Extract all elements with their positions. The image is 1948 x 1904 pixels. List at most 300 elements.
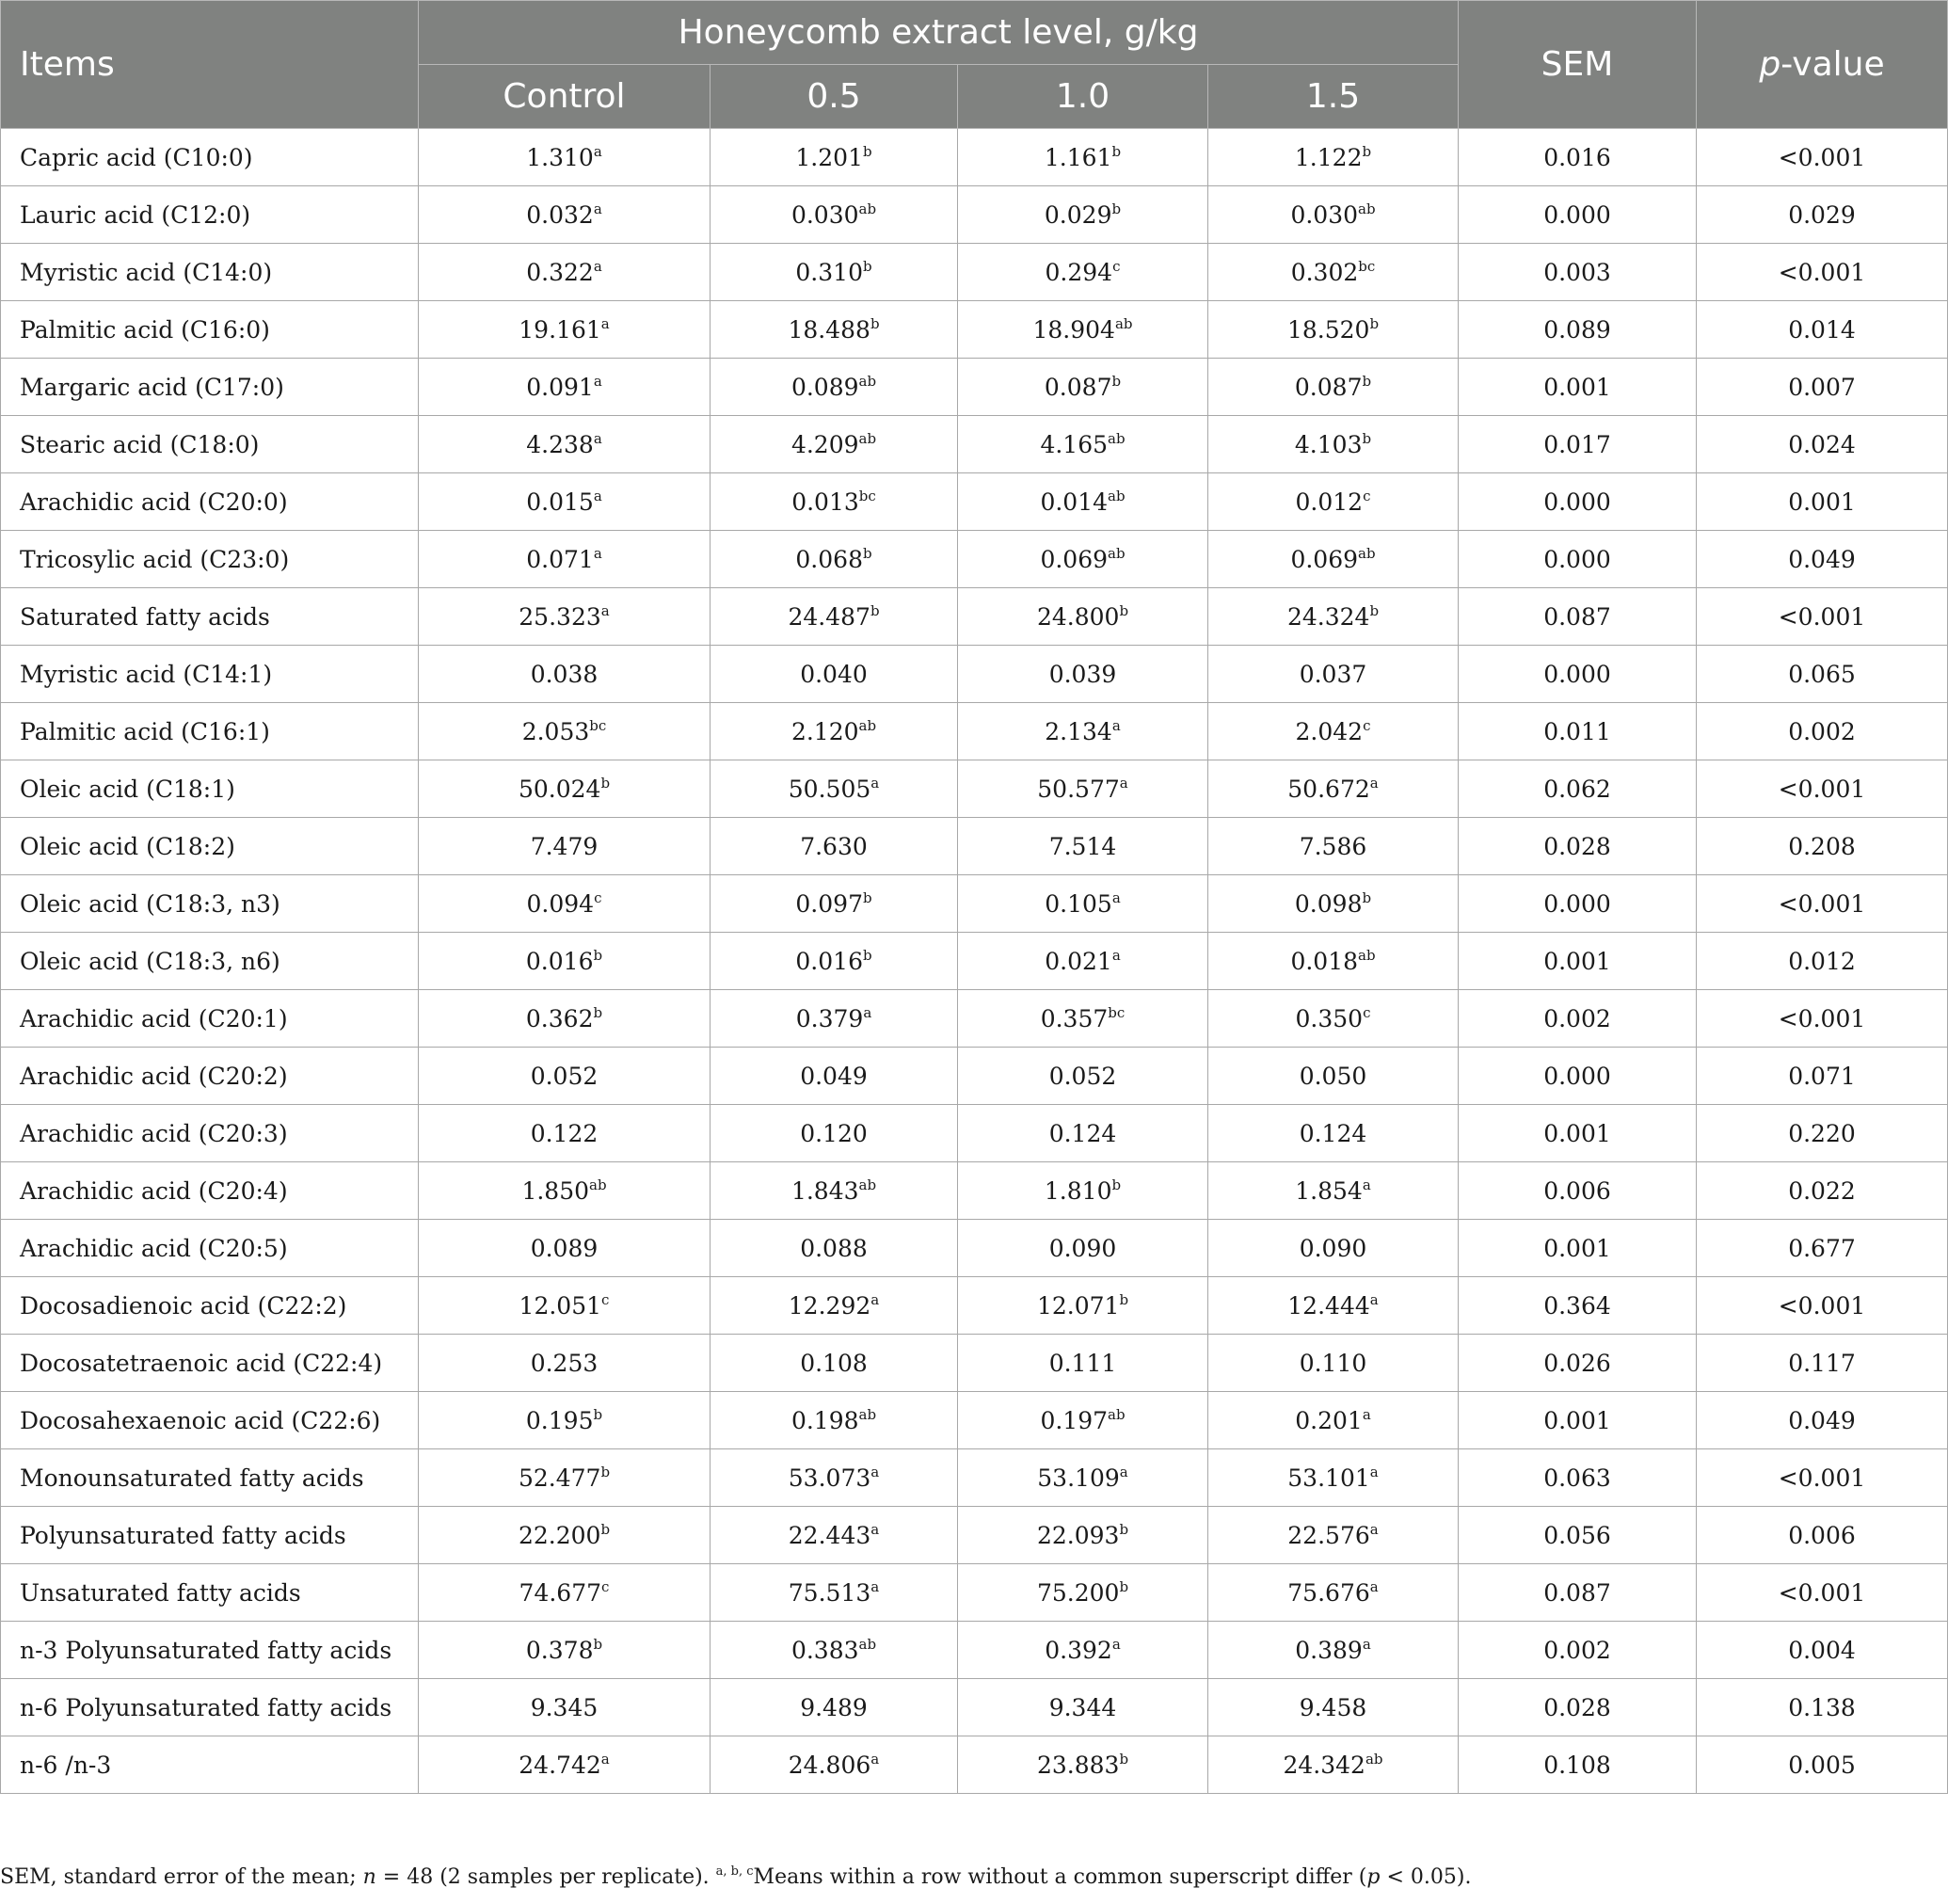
value-superscript: b xyxy=(1119,1520,1129,1538)
value-text: 0.032 xyxy=(526,200,594,229)
sem-cell: 0.000 xyxy=(1459,473,1697,531)
value-superscript: ab xyxy=(589,1176,607,1193)
value-cell xyxy=(711,531,958,588)
value-cell xyxy=(419,129,711,186)
value-text: 0.310 xyxy=(795,258,863,286)
value-superscript: b xyxy=(870,601,880,619)
value-cell xyxy=(419,646,711,703)
value-cell xyxy=(1208,301,1459,359)
value-text: 0.302 xyxy=(1290,258,1359,286)
p-value-cell: <0.001 xyxy=(1697,588,1948,646)
value-text: 0.091 xyxy=(526,373,594,401)
value-text: 0.108 xyxy=(800,1349,868,1377)
row-label: Oleic acid (C18:3, n3) xyxy=(1,875,419,933)
value-cell xyxy=(958,760,1208,818)
value-text: 0.052 xyxy=(530,1062,599,1090)
value-superscript: a xyxy=(593,257,602,275)
row-label: Margaric acid (C17:0) xyxy=(1,359,419,416)
p-value-cell: 0.012 xyxy=(1697,933,1948,990)
value-superscript: a xyxy=(1369,1290,1379,1308)
footnote-text-1: SEM, standard error of the mean; xyxy=(0,1865,363,1889)
value-cell xyxy=(711,646,958,703)
value-cell xyxy=(711,760,958,818)
value-text: 0.089 xyxy=(530,1234,599,1262)
value-superscript: ab xyxy=(1358,200,1376,217)
row-label: Arachidic acid (C20:5) xyxy=(1,1220,419,1277)
value-cell xyxy=(419,1335,711,1392)
value-cell xyxy=(958,1220,1208,1277)
value-superscript: ab xyxy=(1114,314,1133,332)
value-superscript: b xyxy=(593,1635,603,1653)
sem-cell: 0.001 xyxy=(1459,1105,1697,1162)
value-cell xyxy=(711,933,958,990)
row-label: Arachidic acid (C20:2) xyxy=(1,1048,419,1105)
value-text: 12.051 xyxy=(519,1291,602,1320)
value-superscript: b xyxy=(1119,601,1129,619)
table-row xyxy=(1,1679,1948,1736)
p-value-cell: 0.004 xyxy=(1697,1622,1948,1679)
value-superscript: b xyxy=(593,1003,603,1021)
value-superscript: a xyxy=(1119,1463,1128,1480)
p-value-cell: 0.014 xyxy=(1697,301,1948,359)
row-label: Saturated fatty acids xyxy=(1,588,419,646)
value-superscript: a xyxy=(1119,774,1128,792)
value-text: 0.029 xyxy=(1044,200,1112,229)
value-superscript: a xyxy=(870,774,880,792)
sem-cell: 0.001 xyxy=(1459,1392,1697,1449)
value-cell xyxy=(1208,416,1459,473)
value-superscript: ab xyxy=(1108,429,1126,447)
value-cell xyxy=(711,1679,958,1736)
value-cell xyxy=(419,531,711,588)
header-sem: SEM xyxy=(1459,1,1697,129)
p-value-cell: <0.001 xyxy=(1697,1564,1948,1622)
row-label: Docosahexaenoic acid (C22:6) xyxy=(1,1392,419,1449)
value-text: 0.124 xyxy=(1299,1119,1367,1147)
value-cell xyxy=(958,129,1208,186)
footnote-superscripts: a, b, c xyxy=(715,1864,754,1879)
value-text: 12.071 xyxy=(1036,1291,1120,1320)
value-cell xyxy=(711,875,958,933)
value-superscript: a xyxy=(1369,1520,1379,1538)
value-text: 0.198 xyxy=(790,1406,859,1434)
footnote-p: p xyxy=(1366,1865,1381,1889)
footnote-n: n xyxy=(362,1865,376,1889)
value-superscript: ab xyxy=(1108,1405,1126,1423)
value-cell xyxy=(419,588,711,646)
value-cell xyxy=(1208,1335,1459,1392)
value-text: 0.013 xyxy=(791,488,859,516)
value-cell xyxy=(1208,1220,1459,1277)
value-superscript: b xyxy=(1111,200,1122,217)
value-superscript: a xyxy=(870,1520,880,1538)
header-p-value xyxy=(1697,1,1948,129)
value-text: 0.014 xyxy=(1040,488,1109,516)
table-row xyxy=(1,301,1948,359)
row-label: Tricosylic acid (C23:0) xyxy=(1,531,419,588)
header-level-0-5: 0.5 xyxy=(711,65,958,129)
row-label: Arachidic acid (C20:0) xyxy=(1,473,419,531)
value-cell xyxy=(419,1392,711,1449)
value-cell xyxy=(419,875,711,933)
value-superscript: a xyxy=(593,372,602,390)
value-text: 0.030 xyxy=(790,200,859,229)
p-value-cell: <0.001 xyxy=(1697,875,1948,933)
value-superscript: a xyxy=(600,1750,610,1768)
value-cell xyxy=(1208,588,1459,646)
value-text: 50.577 xyxy=(1037,775,1120,803)
value-superscript: a xyxy=(600,601,610,619)
row-label: Oleic acid (C18:2) xyxy=(1,818,419,875)
value-cell xyxy=(1208,186,1459,244)
value-cell xyxy=(711,1564,958,1622)
value-superscript: a xyxy=(1362,1635,1371,1653)
table-row xyxy=(1,531,1948,588)
value-text: 0.110 xyxy=(1299,1349,1367,1377)
value-text: 0.122 xyxy=(530,1119,599,1147)
value-cell xyxy=(1208,473,1459,531)
value-text: 0.111 xyxy=(1048,1349,1117,1377)
p-value-cell: 0.002 xyxy=(1697,703,1948,760)
row-label: Lauric acid (C12:0) xyxy=(1,186,419,244)
value-superscript: c xyxy=(1363,716,1371,734)
value-text: 52.477 xyxy=(518,1464,601,1492)
sem-cell: 0.028 xyxy=(1459,818,1697,875)
value-cell xyxy=(1208,818,1459,875)
value-cell xyxy=(419,1507,711,1564)
p-value-cell: <0.001 xyxy=(1697,1449,1948,1507)
row-label: Oleic acid (C18:1) xyxy=(1,760,419,818)
value-cell xyxy=(419,301,711,359)
value-text: 0.052 xyxy=(1048,1062,1117,1090)
value-superscript: bc xyxy=(589,716,607,734)
value-text: 4.103 xyxy=(1294,430,1363,458)
value-cell xyxy=(1208,1392,1459,1449)
row-label: n-6 Polyunsaturated fatty acids xyxy=(1,1679,419,1736)
value-superscript: a xyxy=(1111,716,1121,734)
value-superscript: a xyxy=(870,1463,880,1480)
sem-cell: 0.000 xyxy=(1459,646,1697,703)
value-cell xyxy=(1208,1048,1459,1105)
table-row xyxy=(1,1105,1948,1162)
value-text: 24.806 xyxy=(788,1751,871,1779)
value-text: 75.676 xyxy=(1287,1578,1370,1607)
value-cell xyxy=(711,186,958,244)
value-cell xyxy=(711,818,958,875)
value-text: 0.090 xyxy=(1299,1234,1367,1262)
value-superscript: a xyxy=(600,314,610,332)
value-cell xyxy=(419,359,711,416)
row-label: Docosatetraenoic acid (C22:4) xyxy=(1,1335,419,1392)
value-superscript: bc xyxy=(858,487,876,504)
value-text: 0.039 xyxy=(1048,660,1117,688)
value-text: 0.098 xyxy=(1294,889,1363,918)
value-superscript: b xyxy=(1362,142,1372,160)
value-cell xyxy=(958,1392,1208,1449)
value-text: 0.087 xyxy=(1044,373,1112,401)
value-cell xyxy=(711,703,958,760)
value-superscript: b xyxy=(1111,1176,1122,1193)
sem-cell: 0.000 xyxy=(1459,1048,1697,1105)
value-superscript: b xyxy=(1369,601,1380,619)
value-text: 1.161 xyxy=(1044,143,1112,171)
sem-cell: 0.089 xyxy=(1459,301,1697,359)
row-label: Capric acid (C10:0) xyxy=(1,129,419,186)
value-text: 2.134 xyxy=(1045,717,1112,745)
value-superscript: c xyxy=(601,1290,610,1308)
value-cell xyxy=(958,1105,1208,1162)
value-cell xyxy=(1208,703,1459,760)
table-row xyxy=(1,416,1948,473)
value-cell xyxy=(419,1220,711,1277)
value-text: 12.292 xyxy=(788,1291,871,1320)
value-cell xyxy=(711,244,958,301)
table-body xyxy=(1,129,1948,1794)
value-superscript: b xyxy=(1111,142,1122,160)
row-label: Myristic acid (C14:1) xyxy=(1,646,419,703)
value-superscript: a xyxy=(863,1003,872,1021)
value-superscript: a xyxy=(593,429,602,447)
value-superscript: ab xyxy=(858,716,877,734)
table-row xyxy=(1,1277,1948,1335)
value-cell xyxy=(958,588,1208,646)
value-text: 53.101 xyxy=(1287,1464,1370,1492)
value-superscript: b xyxy=(600,1520,611,1538)
value-text: 50.024 xyxy=(518,775,601,803)
value-text: 74.677 xyxy=(519,1578,602,1607)
value-text: 1.201 xyxy=(795,143,863,171)
value-text: 1.843 xyxy=(790,1176,859,1205)
value-superscript: ab xyxy=(858,429,877,447)
value-cell xyxy=(419,1679,711,1736)
table-row xyxy=(1,1564,1948,1622)
value-superscript: a xyxy=(1369,1577,1379,1595)
value-superscript: ab xyxy=(1108,487,1126,504)
value-text: 2.120 xyxy=(790,717,859,745)
value-superscript: b xyxy=(593,946,603,964)
value-superscript: bc xyxy=(1108,1003,1126,1021)
p-value-cell: 0.220 xyxy=(1697,1105,1948,1162)
value-superscript: a xyxy=(870,1577,880,1595)
footnote-text-3: Means within a row without a common superscript differ ( xyxy=(753,1865,1367,1889)
value-text: 0.195 xyxy=(525,1406,594,1434)
value-cell xyxy=(419,818,711,875)
value-cell xyxy=(958,1622,1208,1679)
value-text: 1.854 xyxy=(1295,1176,1363,1205)
value-text: 19.161 xyxy=(519,315,601,344)
p-value-cell: <0.001 xyxy=(1697,760,1948,818)
row-label: Palmitic acid (C16:1) xyxy=(1,703,419,760)
p-value-cell: 0.208 xyxy=(1697,818,1948,875)
value-cell xyxy=(958,1449,1208,1507)
p-value-cell: 0.677 xyxy=(1697,1220,1948,1277)
value-cell xyxy=(958,244,1208,301)
p-value-cell: 0.049 xyxy=(1697,1392,1948,1449)
value-cell xyxy=(1208,531,1459,588)
value-text: 0.018 xyxy=(1290,947,1359,975)
value-superscript: b xyxy=(600,774,611,792)
value-cell xyxy=(958,1048,1208,1105)
value-superscript: b xyxy=(862,946,872,964)
value-cell xyxy=(1208,1277,1459,1335)
value-text: 0.021 xyxy=(1045,947,1112,975)
value-cell xyxy=(958,875,1208,933)
value-cell xyxy=(1208,1162,1459,1220)
value-cell xyxy=(711,1277,958,1335)
value-cell xyxy=(958,301,1208,359)
sem-cell: 0.017 xyxy=(1459,416,1697,473)
row-label: Palmitic acid (C16:0) xyxy=(1,301,419,359)
row-label: n-6 /n-3 xyxy=(1,1736,419,1794)
value-cell xyxy=(958,646,1208,703)
value-text: 18.488 xyxy=(788,315,870,344)
value-text: 0.038 xyxy=(530,660,599,688)
value-text: 0.089 xyxy=(790,373,859,401)
value-superscript: c xyxy=(1363,487,1371,504)
value-text: 0.040 xyxy=(800,660,868,688)
value-text: 0.350 xyxy=(1295,1004,1364,1032)
table-row xyxy=(1,129,1948,186)
value-cell xyxy=(1208,1736,1459,1794)
value-text: 0.071 xyxy=(526,545,594,573)
p-value-cell: <0.001 xyxy=(1697,129,1948,186)
p-value-cell: 0.029 xyxy=(1697,186,1948,244)
p-value-cell: <0.001 xyxy=(1697,1277,1948,1335)
value-cell xyxy=(958,1736,1208,1794)
value-cell xyxy=(419,1449,711,1507)
value-text: 0.105 xyxy=(1045,889,1112,918)
value-superscript: ab xyxy=(858,372,877,390)
value-superscript: ab xyxy=(858,1176,877,1193)
p-value-cell: 0.117 xyxy=(1697,1335,1948,1392)
sem-cell: 0.016 xyxy=(1459,129,1697,186)
row-label: n-3 Polyunsaturated fatty acids xyxy=(1,1622,419,1679)
p-value-cell: 0.049 xyxy=(1697,531,1948,588)
row-label: Arachidic acid (C20:3) xyxy=(1,1105,419,1162)
row-label: Myristic acid (C14:0) xyxy=(1,244,419,301)
value-cell xyxy=(1208,1679,1459,1736)
value-text: 0.197 xyxy=(1040,1406,1109,1434)
value-text: 7.630 xyxy=(800,832,868,860)
value-superscript: b xyxy=(862,257,872,275)
value-cell xyxy=(711,990,958,1048)
table-row xyxy=(1,990,1948,1048)
value-text: 50.672 xyxy=(1287,775,1370,803)
value-cell xyxy=(958,1335,1208,1392)
sem-cell: 0.026 xyxy=(1459,1335,1697,1392)
table-row xyxy=(1,186,1948,244)
value-text: 53.109 xyxy=(1037,1464,1120,1492)
value-cell xyxy=(1208,1105,1459,1162)
value-cell xyxy=(711,1449,958,1507)
sem-cell: 0.001 xyxy=(1459,1220,1697,1277)
value-superscript: b xyxy=(1119,1290,1129,1308)
value-cell xyxy=(419,933,711,990)
value-cell xyxy=(711,1162,958,1220)
value-cell xyxy=(1208,1622,1459,1679)
row-label: Arachidic acid (C20:1) xyxy=(1,990,419,1048)
value-cell xyxy=(419,760,711,818)
value-text: 24.487 xyxy=(788,602,870,631)
value-cell xyxy=(1208,646,1459,703)
value-text: 0.294 xyxy=(1045,258,1113,286)
value-cell xyxy=(419,1048,711,1105)
p-value-cell: 0.138 xyxy=(1697,1679,1948,1736)
value-cell xyxy=(958,531,1208,588)
value-cell xyxy=(419,1277,711,1335)
value-superscript: c xyxy=(594,888,602,906)
value-text: 4.209 xyxy=(790,430,859,458)
value-cell xyxy=(711,1392,958,1449)
value-cell xyxy=(711,1335,958,1392)
value-text: 7.479 xyxy=(530,832,599,860)
value-superscript: b xyxy=(1119,1750,1129,1768)
value-cell xyxy=(711,416,958,473)
value-text: 22.200 xyxy=(518,1521,601,1549)
p-value-cell: 0.071 xyxy=(1697,1048,1948,1105)
value-cell xyxy=(958,990,1208,1048)
value-cell xyxy=(711,359,958,416)
value-text: 4.165 xyxy=(1040,430,1109,458)
value-cell xyxy=(958,473,1208,531)
value-text: 0.015 xyxy=(526,488,594,516)
table-row xyxy=(1,1048,1948,1105)
table-row xyxy=(1,933,1948,990)
value-superscript: ab xyxy=(858,200,877,217)
value-cell xyxy=(711,1105,958,1162)
p-value-cell: <0.001 xyxy=(1697,990,1948,1048)
sem-cell: 0.002 xyxy=(1459,990,1697,1048)
value-cell xyxy=(419,1105,711,1162)
value-text: 7.586 xyxy=(1299,832,1367,860)
value-text: 0.124 xyxy=(1048,1119,1117,1147)
value-superscript: a xyxy=(593,487,602,504)
footnote-text-2: = 48 (2 samples per replicate). xyxy=(375,1865,716,1889)
value-cell xyxy=(958,186,1208,244)
value-superscript: b xyxy=(862,888,872,906)
value-cell xyxy=(1208,875,1459,933)
value-text: 0.357 xyxy=(1040,1004,1109,1032)
table-row xyxy=(1,875,1948,933)
value-text: 0.088 xyxy=(800,1234,868,1262)
value-cell xyxy=(958,359,1208,416)
sem-cell: 0.087 xyxy=(1459,1564,1697,1622)
table-row xyxy=(1,1335,1948,1392)
value-text: 0.049 xyxy=(800,1062,868,1090)
header-items: Items xyxy=(1,1,419,129)
value-text: 50.505 xyxy=(788,775,871,803)
value-text: 1.850 xyxy=(521,1176,590,1205)
value-superscript: ab xyxy=(1108,544,1126,562)
value-cell xyxy=(1208,760,1459,818)
value-text: 24.324 xyxy=(1286,602,1370,631)
value-cell xyxy=(958,1564,1208,1622)
sem-cell: 0.003 xyxy=(1459,244,1697,301)
value-superscript: a xyxy=(593,200,602,217)
table-row xyxy=(1,359,1948,416)
value-text: 0.037 xyxy=(1299,660,1367,688)
value-superscript: b xyxy=(593,1405,603,1423)
value-text: 0.090 xyxy=(1048,1234,1117,1262)
value-cell xyxy=(419,1162,711,1220)
row-label: Monounsaturated fatty acids xyxy=(1,1449,419,1507)
value-superscript: a xyxy=(870,1750,880,1768)
value-superscript: a xyxy=(1362,1405,1371,1423)
value-cell xyxy=(419,186,711,244)
value-cell xyxy=(958,818,1208,875)
sem-cell: 0.011 xyxy=(1459,703,1697,760)
value-superscript: a xyxy=(1111,888,1121,906)
